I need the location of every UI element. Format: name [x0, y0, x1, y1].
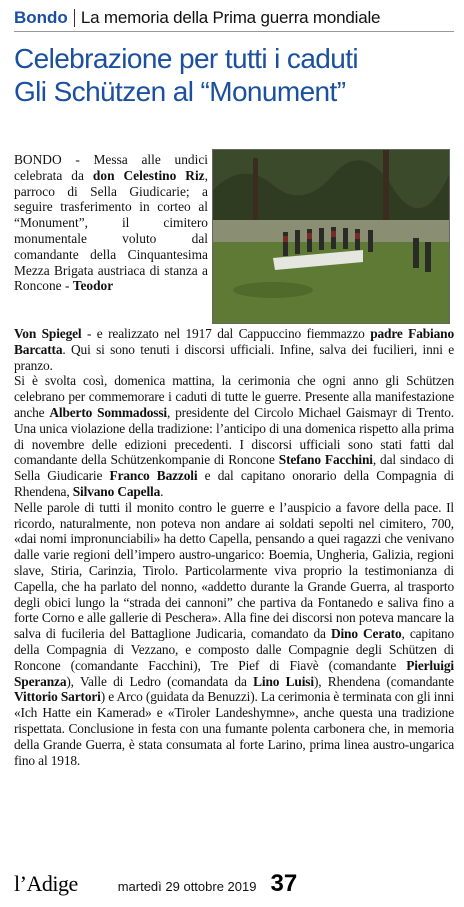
kicker: La memoria della Prima guerra mondiale [80, 7, 381, 27]
bold-name: Franco Bazzoli [109, 468, 198, 484]
body-text: Si è svolta così, domenica mattina, la cerimonia che ogni anno gli Schützen celebrano per commemorare i caduti di tutte le guerre. Presente alla manifestazione anche [14, 373, 454, 420]
body-text: e dal capitano onorario della Compagnia di Rhendena, [14, 468, 454, 499]
bold-name: padre Fabiano Barcatta [14, 326, 454, 357]
article-paragraph [14, 326, 454, 373]
body-text: . Qui si sono tenuti i discorsi ufficiali. Infine, salva dei fucilieri, inni e pranzo. [14, 341, 454, 373]
bold-name: don Celestino Riz [92, 167, 205, 183]
article-photo [212, 149, 450, 324]
header-divider [74, 9, 75, 27]
body-text: , presidente del Circolo Michael Gaismayr di Trento. Una unica violazione della tradizione: l’anticipo di una domenica rispetto alla prima di novembre delle edizioni precedenti. I discorsi ufficiali sono stati fatti dal comandante della Schützenkompanie di Roncone [14, 404, 454, 468]
article-paragraph [14, 500, 454, 769]
body-text: , dal sindaco di Sella Giudicarie [14, 452, 454, 484]
bold-name: Alberto Sommadossi [49, 404, 168, 420]
body-text: , parroco di Sella Giudicarie; a seguire trasferimento in corteo al “Monument”, il cimitero monumentale voluto dal comandante della Cinquantesima Mezza Brigata austriaca di stanza a Roncone - [14, 167, 208, 294]
article-body [14, 326, 454, 768]
body-text: . [160, 483, 164, 499]
body-text: - e realizzato nel 1917 dal Cappuccino fiemmazzo [81, 326, 371, 341]
bold-name: Pierluigi Speranza [14, 657, 454, 689]
headline [14, 42, 454, 108]
body-text: ), Rhendena (comandante [313, 673, 454, 689]
bold-name: Lino Luisi [253, 673, 314, 689]
body-text: , capitano della Compagnia di Vezzano, e composto dalle Compagnie degli Schützen di Roncone (comandante Facchini), Tre Pief di Fiavè (comandante [14, 626, 455, 673]
body-text: BONDO - Messa alle undici celebrata da [14, 152, 208, 183]
section-label: Bondo [14, 7, 68, 27]
bold-name: Silvano Capella [72, 483, 161, 499]
bold-name: Von Spiegel [14, 326, 82, 341]
ceremony-photo [213, 150, 450, 324]
headline-line-2: Gli Schützen al “Monument” [14, 76, 346, 107]
bold-name: Vittorio Sartori [14, 689, 101, 705]
bold-name: Teodor [72, 278, 114, 294]
bold-name: Dino Cerato [330, 626, 402, 642]
bold-name: Stefano Facchini [278, 452, 373, 468]
newspaper-logo: l’Adige [14, 871, 78, 896]
page-footer [14, 870, 454, 902]
issue-date: martedì 29 ottobre 2019 [117, 879, 257, 894]
page-number: 37 [270, 870, 298, 897]
headline-line-1: Celebrazione per tutti i caduti [14, 43, 359, 74]
article-paragraph [14, 373, 454, 499]
body-text: Nelle parole di tutti il monito contro le guerre e l’auspicio a favore della pace. Il ricordo, naturalmente, non poteva non andare ai soldati sepolti nel cimitero, 700, «dai nomi impronunciabili» ha detto Capella, pensando a quei ragazzi che venivano dalle varie regioni dell’impero austro-ungarico: Boemia, Ungheria, Galizia, regioni slave, Stiria, Carinzia, Tirolo. Particolarmente viva proprio la testimonianza di Capella, che ha parlato del nonno, «addetto durante la Grande Guerra, al trasporto degli obici lungo la “strada dei cannoni” che partiva da Fontanedo e saliva fino a forte Corno e alle gallerie di Peschera». Alla fine dei discorsi non poteva mancare la salva di fucileria del Battaglione Judicaria, comandato da [14, 499, 454, 642]
section-header [14, 4, 454, 32]
body-text: ) e Arco (guidata da Benuzzi). La cerimonia è terminata con gli inni «Ich Hatte ein Kamerad» e «Tiroler Landeshymne», anche questa una tradizione rispettata. Conclusione in festa con una fumante polenta carbonera che, in memoria della Grande Guerra, è stata consumata al forte Larino, prima linea austro-ungarica fino al 1918. [14, 689, 455, 768]
article-lead [14, 152, 208, 294]
body-text: ), Valle di Ledro (comandata da [66, 673, 254, 689]
